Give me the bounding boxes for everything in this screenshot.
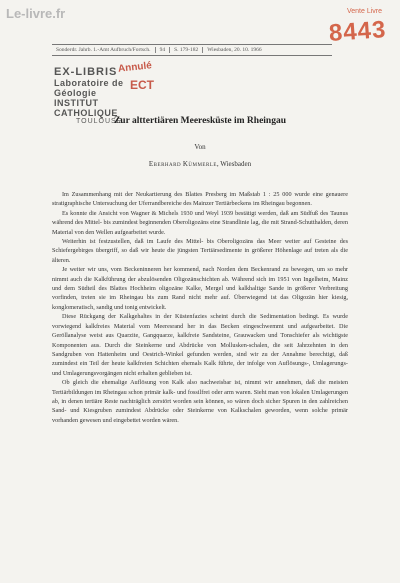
paragraph-4: Je weiter wir uns, vom Beckeninneren her kommend, nach Norden dem Beckenrand zu bewegen, um so mehr nimmt auch die Kalkführung der abzulösenden Oligozänschichten ab. Während sich im 1951 von Ingelheim, Mainz und dem Südteil des Blattes Hochheim oligozäne Kalke, Mergel und kalkhaltige Sande in größerer Verbreitung vorfinden, treten sie im Rheingau bis zum Rand nicht mehr auf. Überwiegend ist das Oligozän hier kiesig, konglomeratisch, sandig und tonig entwickelt. (52, 266, 348, 311)
journal-header (52, 44, 332, 56)
reference-number: 8443 (327, 16, 387, 47)
journal-volume: 94 (156, 47, 171, 53)
paragraph-3: Weiterhin ist festzustellen, daß im Laufe des Mittel- bis Oberoligozäns das Meer weiter auf Gesteine des Schiefergebirges übergriff, so daß wir heute die jüngsten Tertiärsedimente in größerer Höhenlage auf treten als die älteren. (52, 238, 348, 264)
article-von: Von (194, 143, 206, 151)
article-title: Zur alttertiären Meeresküste im Rheingau (113, 116, 287, 126)
journal-pages: S. 179-182 (170, 47, 203, 53)
author-place: , Wiesbaden (216, 160, 252, 168)
article-author (0, 160, 400, 168)
annule-box-stamp: ECT (130, 78, 154, 92)
paragraph-2: Es konnte die Ansicht von Wagner & Michels 1930 und Weyl 1939 bestätigt werden, daß am Südfuß des Taunus während des Mittel- bis zumindest beginnenden Oberoligozäns eine Strandlinie lag, die mit Strand-Schutthalden, deren Material von den Wellen aufgearbeitet wurde. (52, 209, 348, 236)
stamp-line-2: Laboratoire de Géologie (54, 78, 124, 98)
author-last-name: Kümmerle (182, 160, 217, 168)
journal-place-date: Wiesbaden, 20. 10. 1966 (207, 47, 262, 53)
stamp-line-4: TOULOUSE (76, 118, 123, 125)
paragraph-5: Diese Rückgang der Kalkgehaltes in der Küstenfazies scheint durch die Sedimentation bedingt. Es wurde vorwiegend kalkfreies Material vom Meeresrand her in das Becken eingeschwemmt und aufgearbeitet. Die Geröllanalyse weist aus Quarzite, Gangquarze, kalkfreie Sandsteine, Grauwacken und Tonschiefer als wichtigste Komponenten aus. Durch die Steinkerne und Abdrücke von Mollusken-schalen, die seit Jahrzehnten in den Sandgruben von Hattenheim und Oestrich-Winkel gefunden werden, sind wir zu der Annahme berechtigt, daß zumindest ein Teil der heute kalkfreien Schichten ehemals Kalk führte, der infolge von Auflösungs-, Umlagerungs- und Umlagerungsvorgängen nicht erhalten geblieben ist. (52, 313, 348, 377)
paragraph-6: Ob gleich die ehemalige Auflösung von Kalk also nachweisbar ist, nimmt wir annehmen, daß die meisten Tertiärbildungen im Rheingau schon primär kalk- und fossilfrei oder arm waren. Sieht man von lokalen Umlagerungen ab, in denen tertiäre Reste nachträglich zerstört worden sein können, so wären doch sicher Spuren in den zahlreichen Sand- und Kiesgruben zumindest Abdrücke oder Steinkerne von Kalkschalen geworden, wenn solche primär vorhanden gewesen und eingebettet worden wären. (52, 379, 348, 424)
site-watermark: Le-livre.fr (6, 6, 66, 21)
paragraph-1: Im Zusammenhang mit der Neukartierung des Blattes Presberg im Maßstab 1 : 25 000 wurde eine genauere stratigraphische Untersuchung der Uferrandbereiche des Mainzer Tertiärbeckens im Rheingau begonnen. (52, 191, 348, 208)
article-body (52, 190, 348, 570)
journal-name: Sonderdr. Jahrb. 1.-Amt Aufbruch/Fortsch. (52, 47, 156, 53)
reference-note: Vente Livre (346, 8, 382, 15)
author-first-name: Eberhard (148, 160, 182, 168)
stamp-line-3: INSTITUT CATHOLIQUE (54, 98, 118, 118)
stamp-line-1: EX-LIBRIS (54, 66, 118, 78)
annule-stamp: Annulé (117, 60, 153, 75)
